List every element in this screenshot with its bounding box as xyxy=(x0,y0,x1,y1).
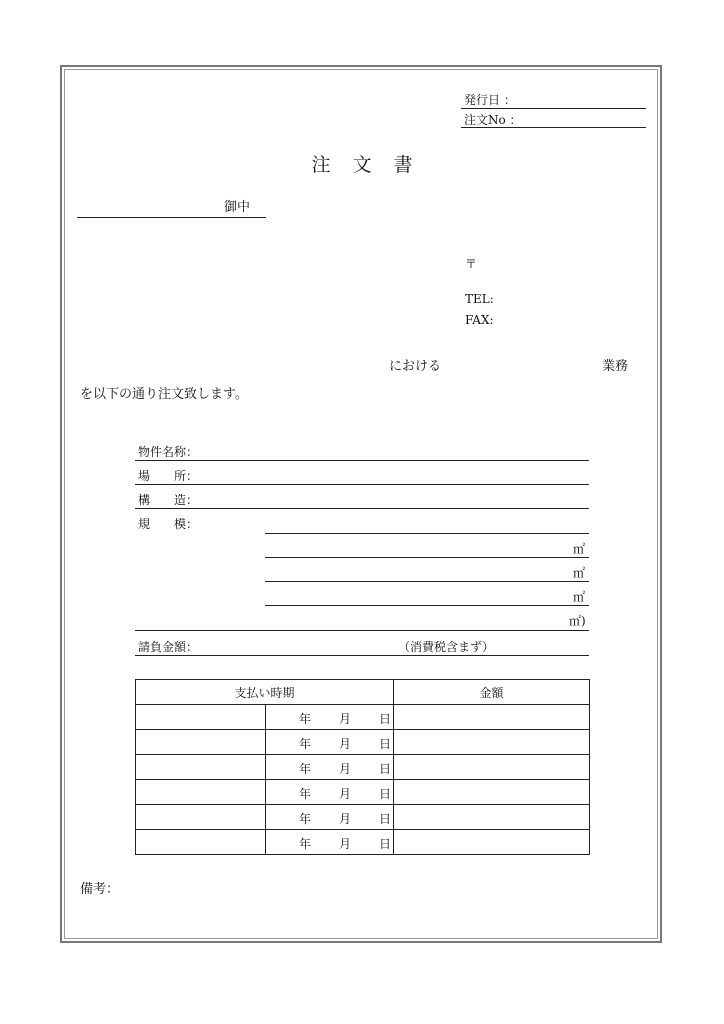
recipient-suffix: 御中 xyxy=(224,200,251,215)
scale-line[interactable] xyxy=(265,533,589,534)
year-label: 年 xyxy=(299,787,312,801)
payment-label-cell[interactable] xyxy=(136,755,266,780)
payment-label-cell[interactable] xyxy=(136,805,266,830)
area-unit-1: ㎡ xyxy=(573,542,586,556)
order-no-line[interactable] xyxy=(461,127,646,128)
payment-amount-cell[interactable] xyxy=(394,755,590,780)
table-row xyxy=(136,780,590,805)
intro-in-label: における xyxy=(389,359,442,374)
tax-note: （消費税含まず） xyxy=(398,640,495,654)
year-label: 年 xyxy=(299,712,312,726)
postal-mark: 〒 xyxy=(465,257,478,271)
payment-date-cell[interactable] xyxy=(266,755,394,780)
structure-line[interactable] xyxy=(135,508,589,509)
contract-amount-line[interactable] xyxy=(135,655,589,656)
year-label: 年 xyxy=(299,737,312,751)
day-label: 日 xyxy=(379,812,392,826)
month-label: 月 xyxy=(339,712,352,726)
month-label: 月 xyxy=(339,812,352,826)
table-row xyxy=(136,705,590,730)
area-line-1[interactable] xyxy=(265,557,589,558)
issue-date-label: 発行日 ： xyxy=(464,93,516,107)
area-unit-2: ㎡ xyxy=(573,566,586,580)
table-row xyxy=(136,730,590,755)
area-line-2[interactable] xyxy=(265,581,589,582)
payment-date-cell[interactable] xyxy=(266,730,394,755)
payment-label-cell[interactable] xyxy=(136,780,266,805)
issue-date-line[interactable] xyxy=(461,108,646,109)
month-label: 月 xyxy=(339,737,352,751)
payment-period-header: 支払い時期 xyxy=(136,680,394,705)
day-label: 日 xyxy=(379,787,392,801)
payment-schedule-table xyxy=(135,679,590,855)
year-label: 年 xyxy=(299,762,312,776)
payment-date-cell[interactable] xyxy=(266,805,394,830)
property-name-line[interactable] xyxy=(135,460,589,461)
fax-label: FAX: xyxy=(465,313,494,327)
year-label: 年 xyxy=(299,837,312,851)
table-row xyxy=(136,755,590,780)
payment-amount-cell[interactable] xyxy=(394,705,590,730)
payment-label-cell[interactable] xyxy=(136,705,266,730)
contract-amount-label: 請負金額： xyxy=(138,640,199,654)
area-line-total[interactable] xyxy=(135,630,589,631)
amount-header: 金額 xyxy=(394,680,590,705)
table-row xyxy=(136,830,590,855)
scale-label: 規 模： xyxy=(138,517,199,531)
intro-work-label: 業務 xyxy=(602,359,629,374)
payment-table-header xyxy=(136,680,590,705)
tel-label: TEL: xyxy=(465,292,494,306)
day-label: 日 xyxy=(379,837,392,851)
recipient-line[interactable] xyxy=(77,217,266,218)
property-name-label: 物件名称： xyxy=(138,445,199,459)
page-title: 注文書 xyxy=(311,154,435,176)
area-unit-total: ㎡) xyxy=(569,614,586,628)
table-row xyxy=(136,805,590,830)
year-label: 年 xyxy=(299,812,312,826)
remarks-label: 備考： xyxy=(80,882,120,897)
day-label: 日 xyxy=(379,737,392,751)
intro-sentence: を以下の通り注文致します。 xyxy=(80,387,248,402)
day-label: 日 xyxy=(379,762,392,776)
month-label: 月 xyxy=(339,762,352,776)
payment-label-cell[interactable] xyxy=(136,730,266,755)
location-label: 場 所： xyxy=(138,469,199,483)
payment-amount-cell[interactable] xyxy=(394,730,590,755)
payment-date-cell[interactable] xyxy=(266,705,394,730)
payment-amount-cell[interactable] xyxy=(394,780,590,805)
location-line[interactable] xyxy=(135,484,589,485)
month-label: 月 xyxy=(339,837,352,851)
payment-label-cell[interactable] xyxy=(136,830,266,855)
month-label: 月 xyxy=(339,787,352,801)
payment-amount-cell[interactable] xyxy=(394,805,590,830)
area-unit-3: ㎡ xyxy=(573,590,586,604)
payment-date-cell[interactable] xyxy=(266,830,394,855)
payment-amount-cell[interactable] xyxy=(394,830,590,855)
area-line-3[interactable] xyxy=(265,605,589,606)
payment-date-cell[interactable] xyxy=(266,780,394,805)
day-label: 日 xyxy=(379,712,392,726)
structure-label: 構 造： xyxy=(138,493,199,507)
order-no-label: 注文No ： xyxy=(464,113,522,127)
